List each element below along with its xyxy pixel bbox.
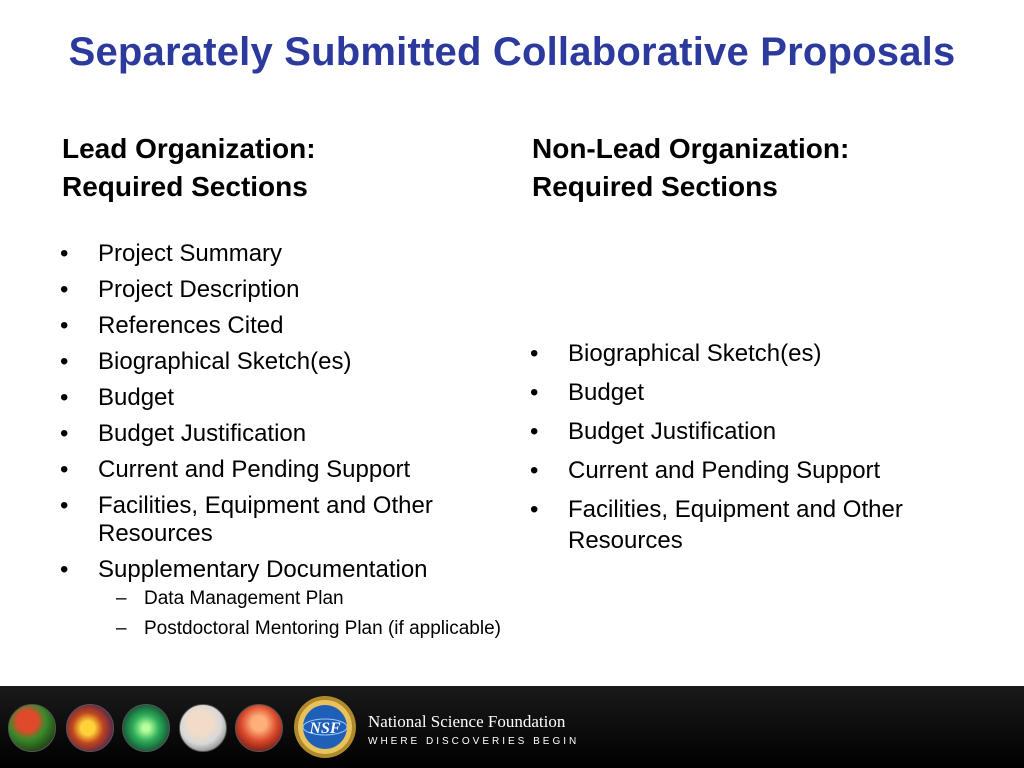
list-item-text: Facilities, Equipment and Other Resources (98, 492, 433, 547)
bullet-icon: • (60, 456, 69, 483)
bullet-icon: • (60, 348, 69, 375)
non-lead-organization-column (532, 130, 972, 564)
list-item (62, 384, 502, 412)
list-item (532, 416, 972, 447)
list-item (62, 556, 502, 640)
list-item (62, 348, 502, 376)
bullet-icon: • (60, 276, 69, 303)
list-item-text: Current and Pending Support (98, 456, 411, 483)
list-item (532, 455, 972, 486)
anatomy-photo-icon (235, 704, 283, 752)
footer-banner (0, 686, 1024, 768)
list-item-text: Biographical Sketch(es) (98, 348, 352, 375)
organization-name: National Science Foundation (368, 712, 566, 731)
bullet-icon: • (530, 457, 539, 484)
sub-list-item-text: Postdoctoral Mentoring Plan (if applicable) (144, 618, 501, 639)
bullet-icon: • (60, 492, 69, 519)
non-lead-heading-line2: Required Sections (532, 171, 778, 202)
lead-heading (62, 130, 502, 206)
list-item (532, 338, 972, 369)
sub-list-item (98, 588, 502, 610)
list-item-text: Budget (568, 379, 645, 406)
slide-title: Separately Submitted Collaborative Proposals (68, 30, 956, 74)
list-item (62, 420, 502, 448)
non-lead-heading-line1: Non-Lead Organization: (532, 133, 850, 164)
bullet-icon: • (60, 556, 69, 583)
organization-tagline: WHERE DISCOVERIES BEGIN (368, 736, 580, 747)
list-item-text: Facilities, Equipment and Other Resources (568, 496, 903, 554)
bullet-icon: • (60, 384, 69, 411)
list-item-text: Budget Justification (98, 420, 307, 447)
bullet-icon: • (530, 496, 539, 523)
sub-list-item-text: Data Management Plan (144, 588, 344, 609)
list-item-text: Biographical Sketch(es) (568, 340, 822, 367)
lead-sections-list (62, 240, 502, 640)
list-item (62, 240, 502, 268)
dash-icon: – (116, 588, 127, 609)
list-item (532, 494, 972, 556)
list-item (62, 492, 502, 548)
non-lead-sections-list (532, 338, 972, 556)
bullet-icon: • (60, 312, 69, 339)
list-item (532, 377, 972, 408)
list-item-text: Project Description (98, 276, 300, 303)
list-item (62, 312, 502, 340)
frog-photo-icon (8, 704, 56, 752)
list-item-text: Project Summary (98, 240, 283, 267)
bullet-icon: • (60, 240, 69, 267)
bullet-icon: • (530, 418, 539, 445)
supplementary-sublist (98, 588, 502, 640)
lead-heading-line2: Required Sections (62, 171, 308, 202)
list-item-text: Budget Justification (568, 418, 777, 445)
green-particle-photo-icon (122, 704, 170, 752)
nsf-seal-icon (292, 694, 358, 760)
lab-photo-icon (66, 704, 114, 752)
list-item (62, 456, 502, 484)
dash-icon: – (116, 618, 127, 639)
bullet-icon: • (60, 420, 69, 447)
seal-text: NSF (309, 720, 341, 737)
list-item-text: Current and Pending Support (568, 457, 881, 484)
list-item-text: References Cited (98, 312, 284, 339)
bullet-icon: • (530, 340, 539, 367)
list-item-text: Budget (98, 384, 175, 411)
lead-organization-column (62, 130, 502, 648)
non-lead-heading (532, 130, 972, 206)
list-item-text: Supplementary Documentation (98, 556, 428, 583)
scientists-photo-icon (179, 704, 227, 752)
bullet-icon: • (530, 379, 539, 406)
sub-list-item (98, 618, 502, 640)
list-item (62, 276, 502, 304)
lead-heading-line1: Lead Organization: (62, 133, 316, 164)
